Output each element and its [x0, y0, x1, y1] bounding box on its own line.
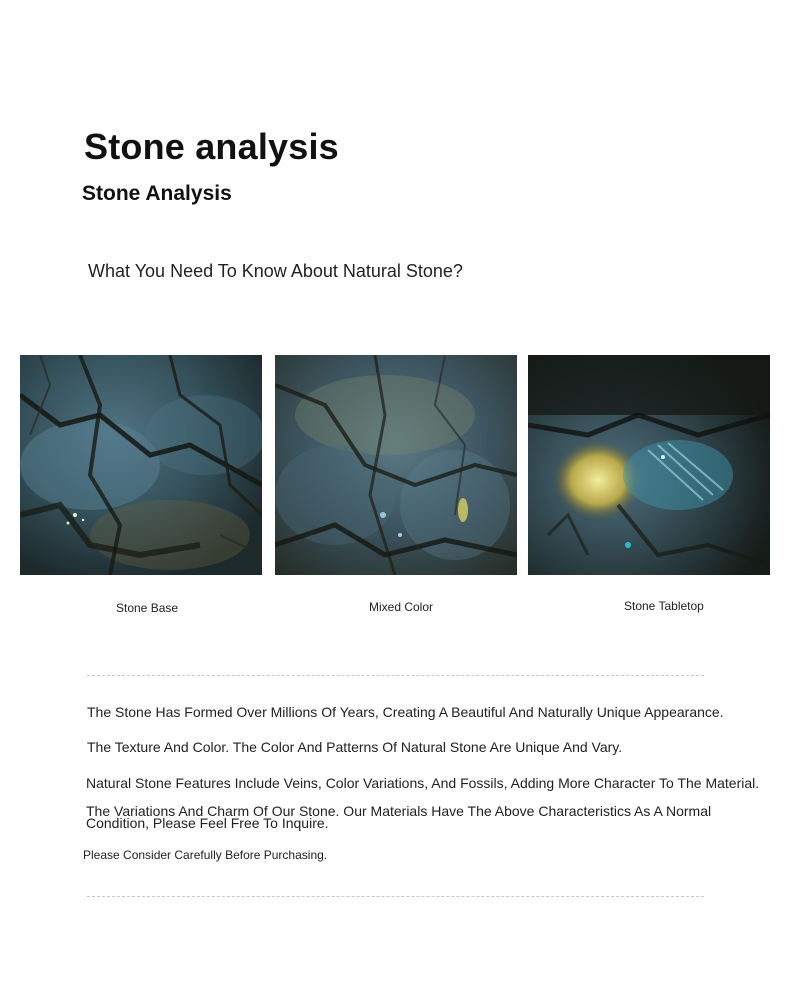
mixed-color-image [275, 355, 517, 575]
note-line-2: The Texture And Color. The Color And Patterns Of Natural Stone Are Unique And Vary. [87, 739, 623, 755]
caption-stone-base: Stone Base [116, 601, 179, 615]
stone-tabletop-image [528, 355, 770, 575]
caption-mixed-color: Mixed Color [369, 600, 434, 614]
stone-base-image [20, 355, 262, 575]
page-title: Stone analysis [84, 126, 339, 167]
note-line-3: Natural Stone Features Include Veins, Color Variations, And Fossils, Adding More Character To The Material. [86, 775, 760, 791]
caption-stone-tabletop: Stone Tabletop [624, 599, 704, 613]
intro-question: What You Need To Know About Natural Stone? [88, 261, 463, 281]
note-line-1: The Stone Has Formed Over Millions Of Years, Creating A Beautiful And Naturally Unique Appearance. [87, 704, 724, 720]
top-divider [87, 675, 704, 676]
note-line-5: Please Consider Carefully Before Purchasing. [83, 848, 328, 862]
note-line-4: The Variations And Charm Of Our Stone. Our Materials Have The Above Characteristics As A Normal Condition, Please Feel Free To Inquire. [86, 803, 712, 831]
bottom-divider [87, 896, 704, 897]
section-subtitle: Stone Analysis [82, 182, 232, 205]
